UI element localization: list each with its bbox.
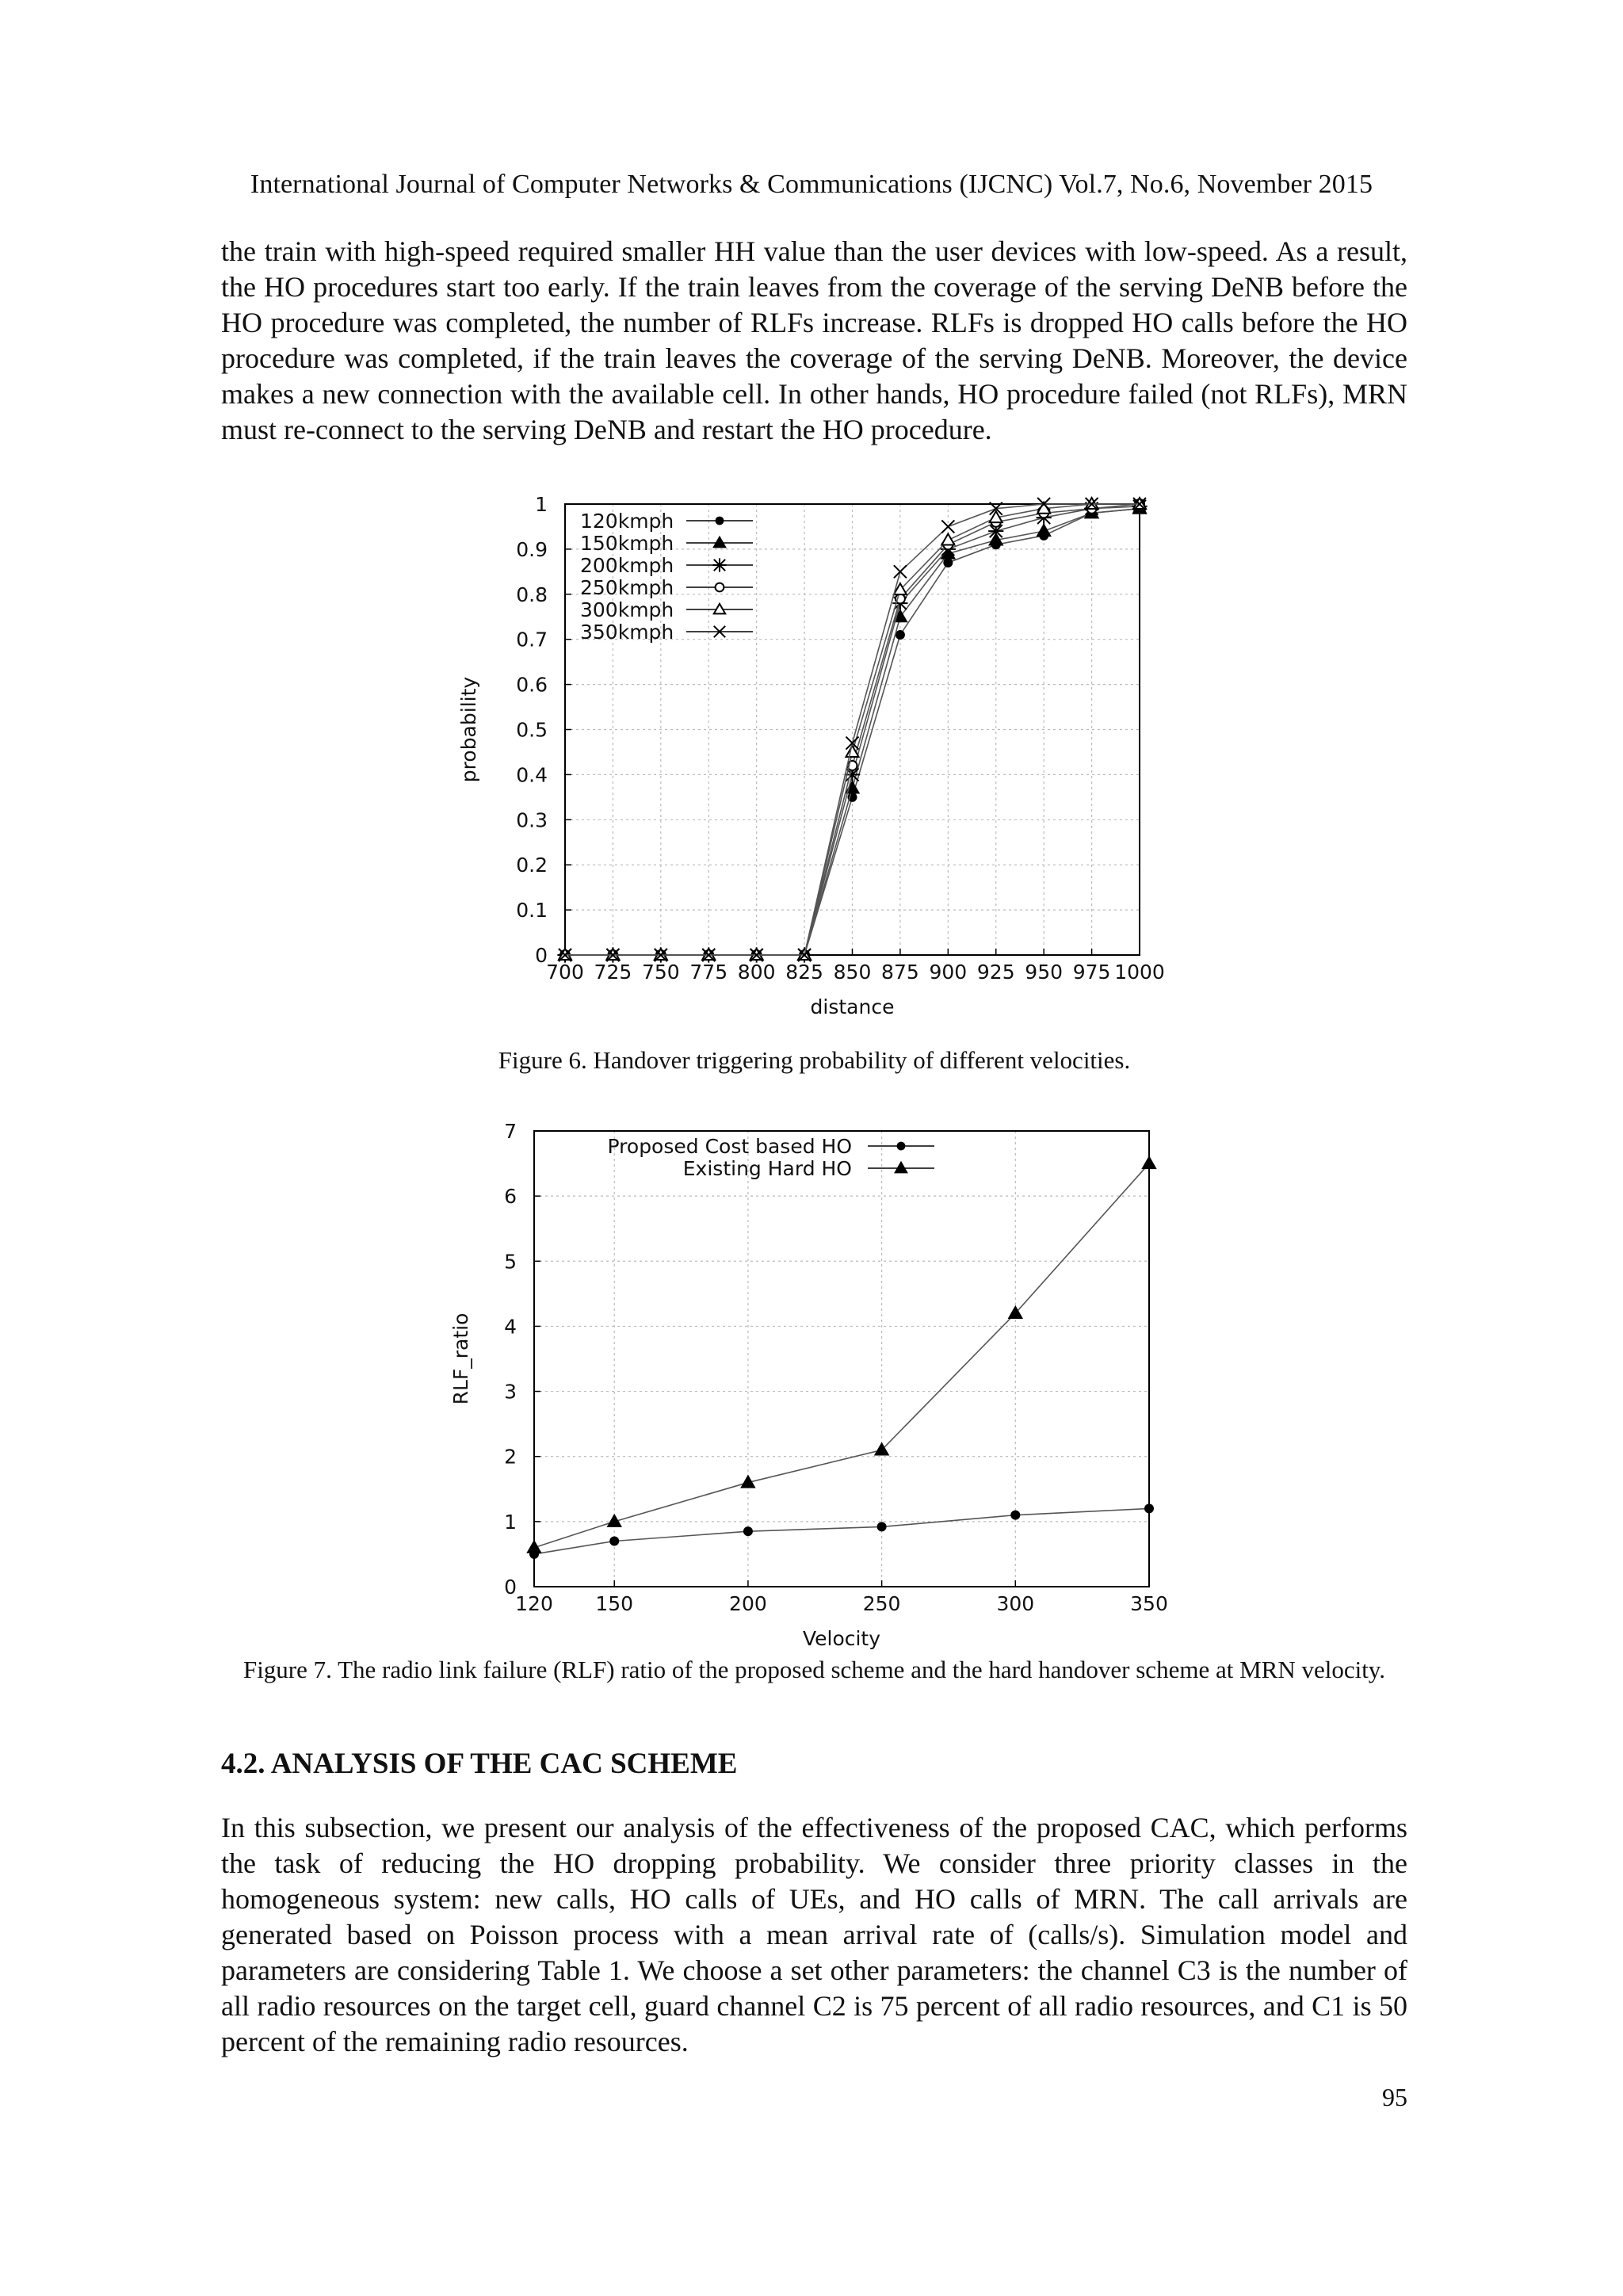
x-tick-label: 925	[976, 961, 1015, 984]
data-point	[1143, 1157, 1155, 1168]
legend-label: 200kmph	[580, 554, 674, 577]
body-paragraph-1: the train with high-speed required smaller HH value than the user devices with low-speed. As a result, the HO procedures start too early. If the train leaves from the coverage of the serving DeNB before the HO procedure was completed, the number of RLFs increase. RLFs is dropped HO calls before the HO procedure was completed, if the train leaves the coverage of the serving DeNB. Moreover, the device makes a new connection with the available cell. In other hands, HO procedure failed (not RLFs), MRN must re-connect to the serving DeNB and restart the HO procedure.	[221, 235, 1407, 445]
legend-marker	[896, 1163, 907, 1173]
data-point	[609, 1537, 619, 1546]
series-line	[534, 1163, 1149, 1548]
y-tick-label: 0.6	[516, 673, 548, 697]
y-tick-label: 6	[504, 1185, 517, 1209]
x-tick-label: 950	[1025, 961, 1064, 984]
body-paragraph-2: In this subsection, we present our analysis of the effectiveness of the proposed CAC, which performs the task of reducing the HO dropping probability. We consider three priority classes in the homogeneous system: new calls, HO calls of UEs, and HO calls of MRN. The call arrivals are generated based on Poisson process with a mean arrival rate of (calls/s). Simulation model and parameters are considering Table 1. We choose a set other parameters: the channel C3 is the number of all radio resources on the target cell, guard channel C2 is 75 percent of all radio resources, and C1 is 50 percent of the remaining radio resources.	[221, 1812, 1407, 2057]
data-point	[743, 1526, 753, 1536]
y-tick-label: 0.7	[516, 628, 548, 651]
section-heading: 4.2. ANALYSIS OF THE CAC SCHEME	[221, 1748, 738, 1780]
legend-label: 250kmph	[580, 576, 674, 599]
y-tick-label: 0.5	[516, 718, 548, 742]
y-tick-label: 0	[504, 1576, 517, 1599]
x-tick-label: 900	[929, 961, 968, 984]
y-tick-label: 0.2	[516, 854, 548, 877]
x-tick-label: 750	[641, 961, 680, 984]
y-tick-label: 2	[504, 1445, 517, 1469]
x-tick-label: 700	[546, 961, 584, 984]
data-point	[877, 1522, 887, 1531]
x-tick-label: 300	[996, 1592, 1035, 1615]
y-tick-label: 4	[504, 1315, 517, 1339]
legend-label: 150kmph	[580, 532, 674, 555]
legend-label: 350kmph	[580, 621, 674, 644]
series-line	[534, 1508, 1149, 1554]
x-axis-label: distance	[810, 995, 895, 1018]
y-tick-label: 0.9	[516, 537, 548, 561]
legend-label: 300kmph	[580, 598, 674, 621]
journal-header: International Journal of Computer Networks & Communications (IJCNC) Vol.7, No.6, November 2015	[250, 170, 1373, 199]
y-tick-label: 0	[535, 944, 548, 967]
y-tick-label: 7	[504, 1120, 517, 1143]
y-axis-label: probability	[457, 676, 480, 783]
figure-6-caption: Figure 6. Handover triggering probability of different velocities.	[498, 1046, 1131, 1074]
y-tick-label: 1	[504, 1510, 517, 1534]
x-tick-label: 800	[737, 961, 776, 984]
data-point	[1144, 1503, 1154, 1513]
legend-label: Proposed Cost based HO	[607, 1135, 852, 1158]
x-tick-label: 250	[862, 1592, 901, 1615]
x-tick-label: 975	[1072, 961, 1111, 984]
y-tick-label: 5	[504, 1250, 517, 1274]
x-tick-label: 120	[515, 1592, 553, 1615]
y-tick-label: 0.8	[516, 583, 548, 606]
x-tick-label: 150	[595, 1592, 634, 1615]
data-point	[1010, 1511, 1020, 1520]
y-tick-label: 0.3	[516, 808, 548, 832]
y-tick-label: 1	[535, 493, 548, 516]
legend-marker	[897, 1142, 906, 1151]
x-tick-label: 200	[729, 1592, 767, 1615]
x-tick-label: 1000	[1114, 961, 1165, 984]
figure-7-caption: Figure 7. The radio link failure (RLF) ratio of the proposed scheme and the hard handover scheme at MRN velocity.	[242, 1656, 1386, 1683]
x-axis-label: Velocity	[802, 1627, 881, 1650]
x-tick-label: 775	[689, 961, 728, 984]
x-tick-label: 725	[594, 961, 632, 984]
x-tick-label: 825	[785, 961, 823, 984]
y-axis-label: RLF_ratio	[449, 1312, 472, 1405]
legend-label: 120kmph	[580, 510, 674, 533]
legend-label: Existing Hard HO	[682, 1157, 852, 1180]
y-tick-label: 0.4	[516, 763, 548, 787]
y-tick-label: 0.1	[516, 899, 548, 923]
x-tick-label: 850	[833, 961, 872, 984]
page-number: 95	[1382, 2083, 1407, 2111]
x-tick-label: 350	[1130, 1592, 1168, 1615]
y-tick-label: 3	[504, 1380, 517, 1404]
x-tick-label: 875	[881, 961, 919, 984]
